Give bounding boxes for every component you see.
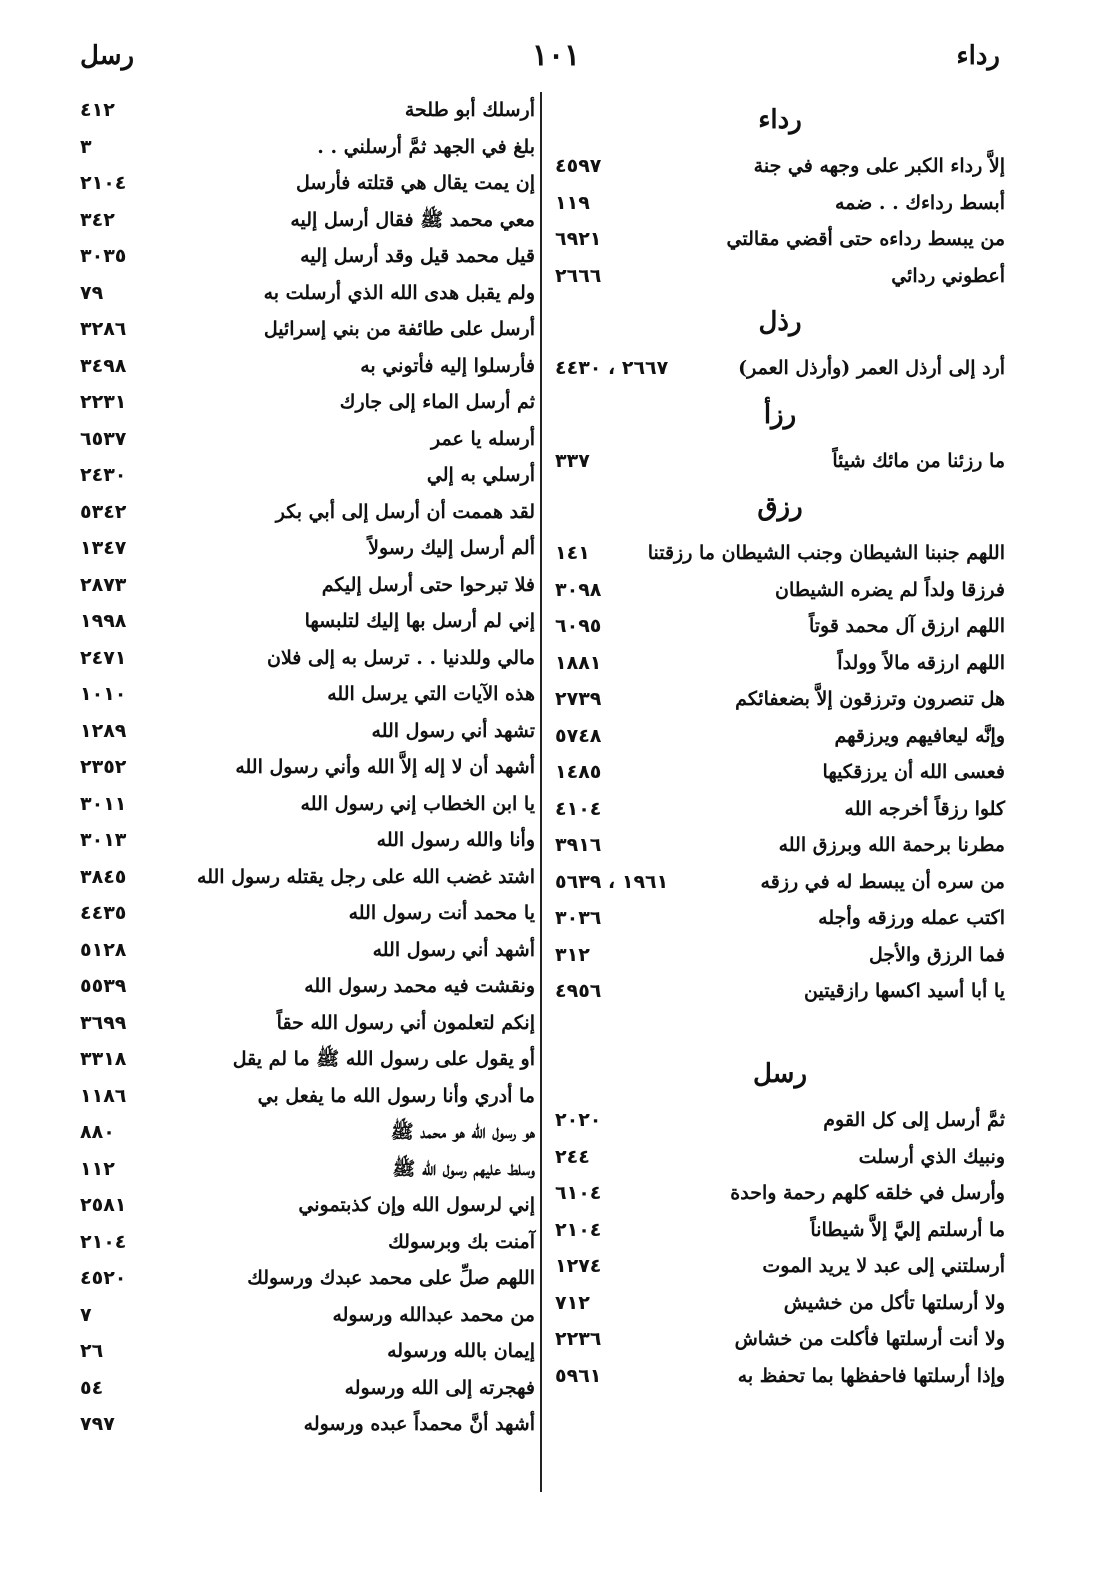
entry-text: أرسلك أبو طلحة <box>404 99 535 121</box>
hadith-reference-number: ٦٩٢١ <box>555 228 602 250</box>
hadith-reference-number: ٢٤٧١ <box>80 646 127 669</box>
index-entry <box>555 185 1005 222</box>
hadith-reference-number: ٣٢٨٦ <box>80 318 127 340</box>
index-entry <box>80 895 535 932</box>
entry-text: اكتب عمله ورزقه وأجله <box>818 907 1005 929</box>
entry-text: من يبسط رداءه حتى أقضي مقالتي <box>726 228 1005 250</box>
left-column <box>80 92 535 1443</box>
hadith-reference-number: ٢٤٤ <box>555 1145 590 1168</box>
index-entry <box>80 1260 535 1297</box>
entry-text: لقد هممت أن أرسل إلى أبي بكر <box>275 500 535 523</box>
entry-text: فعسى الله أن يرزقكيها <box>822 761 1005 783</box>
entry-text: هو رسول الله هو محمد ﷺ <box>390 1121 535 1143</box>
entry-text: فما الرزق والأجل <box>869 943 1005 966</box>
entry-text: فلا تبرحوا حتى أرسل إليكم <box>321 573 535 596</box>
index-entry <box>80 676 535 713</box>
hadith-reference-number: ٣٩١٦ <box>555 834 602 856</box>
entry-text: يا محمد أنت رسول الله <box>348 902 535 924</box>
entry-text: وأرسل في خلقه كلهم رحمة واحدة <box>730 1182 1005 1204</box>
index-entry <box>80 640 535 677</box>
hadith-reference-number: ٨٨٠ <box>80 1121 115 1143</box>
section-heading: رزق <box>757 492 803 522</box>
hadith-reference-number: ٧١٢ <box>555 1291 590 1314</box>
entry-text: ثمَّ أرسل إلى كل القوم <box>823 1109 1005 1131</box>
entry-text: أرسلتني إلى عبد لا يريد الموت <box>762 1255 1005 1277</box>
index-entry <box>80 1078 535 1115</box>
index-entry <box>80 202 535 239</box>
hadith-reference-number: ٣٣١٨ <box>80 1048 127 1070</box>
entry-text: أرسله يا عمر <box>431 427 535 450</box>
entry-text: وأنا والله رسول الله <box>376 829 535 851</box>
hadith-reference-number: ٣٤٩٨ <box>80 354 127 377</box>
index-entry <box>555 1139 1005 1176</box>
hadith-reference-number: ٣٤٢ <box>80 208 115 231</box>
index-entry <box>80 859 535 896</box>
hadith-reference-number: ٣٣٧ <box>555 449 590 472</box>
entry-text: ونبيك الذي أرسلت <box>858 1145 1005 1168</box>
entry-text: أعطوني ردائي <box>891 264 1005 287</box>
index-entry <box>80 1114 535 1151</box>
hadith-reference-number: ٢٦٦٦ <box>555 264 602 287</box>
index-entry <box>555 350 1005 387</box>
hadith-reference-number: ٥٤ <box>80 1376 104 1399</box>
index-entry <box>555 148 1005 185</box>
index-entry <box>555 535 1005 572</box>
hadith-reference-number: ٣٦٩٩ <box>80 1011 127 1034</box>
hadith-reference-number: ٢٣٥٢ <box>80 756 127 778</box>
entry-text: اللهم جنبنا الشيطان وجنب الشيطان ما رزقتنا <box>647 542 1005 564</box>
section-heading: رسل <box>752 1059 808 1089</box>
hadith-reference-number: ٦١٠٤ <box>555 1182 602 1204</box>
index-entry <box>555 221 1005 258</box>
hadith-reference-number: ١١٢ <box>80 1157 115 1180</box>
index-entry <box>80 494 535 531</box>
hadith-reference-number: ٢٢٣١ <box>80 391 127 413</box>
index-entry <box>555 754 1005 791</box>
index-entry <box>80 348 535 385</box>
hadith-reference-number: ٦٥٣٧ <box>80 427 127 450</box>
hadith-reference-number: ٢١٠٤ <box>80 172 127 194</box>
entry-text: فأرسلوا إليه فأتوني به <box>360 354 535 377</box>
index-entry <box>555 791 1005 828</box>
entry-text: ثم أرسل الماء إلى جارك <box>339 391 535 413</box>
hadith-reference-number: ٥٩٦١ <box>555 1364 602 1387</box>
entry-text: ولا أنت أرسلتها فأكلت من خشاش <box>734 1328 1005 1350</box>
index-entry <box>555 973 1005 1010</box>
index-entry <box>80 1333 535 1370</box>
hadith-reference-number: ٤٥٢٠ <box>80 1267 127 1289</box>
page-number: ١٠١ <box>531 38 581 73</box>
entry-text: أرسلي به إلي <box>426 464 535 486</box>
index-entry <box>80 1041 535 1078</box>
hadith-reference-number: ٢٥٨١ <box>80 1194 127 1216</box>
running-header-right: رداء <box>956 41 1000 71</box>
entry-text: إنكم لتعلمون أني رسول الله حقاً <box>276 1011 535 1034</box>
entry-text: كلوا رزقاً أخرجه الله <box>844 797 1005 820</box>
entry-text: يا ابن الخطاب إني رسول الله <box>300 792 535 815</box>
section-heading: رذل <box>758 307 802 337</box>
index-entry <box>555 645 1005 682</box>
index-entry <box>555 572 1005 609</box>
entry-text: اشتد غضب الله على رجل يقتله رسول الله <box>197 865 535 888</box>
entry-text: أو يقول على رسول الله ﷺ ما لم يقل <box>232 1048 535 1070</box>
index-entry <box>555 937 1005 974</box>
hadith-reference-number: ٣١٢ <box>555 943 590 966</box>
index-entry <box>80 968 535 1005</box>
entry-text: اللهم صلِّ على محمد عبدك ورسولك <box>247 1267 535 1289</box>
entry-text: تشهد أني رسول الله <box>371 719 535 742</box>
index-entry <box>80 1187 535 1224</box>
hadith-reference-number: ٤٩٥٦ <box>555 980 602 1002</box>
entry-text: فرزقا ولداً لم يضره الشيطان <box>774 578 1005 601</box>
entry-text: إني لرسول الله وإن كذبتموني <box>298 1194 535 1216</box>
index-entry <box>80 311 535 348</box>
index-entry <box>80 421 535 458</box>
entry-text: بلغ في الجهد ثمَّ أرسلني . . <box>317 135 535 158</box>
hadith-reference-number: ٢٨٧٣ <box>80 573 127 596</box>
entry-text: هل تنصرون وترزقون إلاَّ بضعفائكم <box>735 688 1005 710</box>
hadith-reference-number: ٤١٢ <box>80 99 115 121</box>
entry-text: يا أبا أسيد اكسها رازقيتين <box>804 980 1005 1002</box>
hadith-reference-number: ٥٧٤٨ <box>555 724 602 747</box>
index-entry <box>555 1285 1005 1322</box>
index-entry <box>555 1212 1005 1249</box>
index-entry <box>80 129 535 166</box>
entry-text: من محمد عبدالله ورسوله <box>332 1303 535 1326</box>
section-heading: رزأ <box>763 399 797 430</box>
entry-text: أرسل على طائفة من بني إسرائيل <box>263 318 535 340</box>
entry-text: اللهم ارزقه مالاً وولداً <box>837 651 1005 674</box>
index-entry <box>80 749 535 786</box>
index-entry <box>80 384 535 421</box>
index-entry <box>80 238 535 275</box>
hadith-reference-number: ٧٩ <box>80 281 104 304</box>
entry-text: إلاَّ رداء الكبر على وجهه في جنة <box>753 155 1005 177</box>
hadith-reference-number: ٦٠٩٥ <box>555 615 602 637</box>
hadith-reference-number: ١٩٦١ ، ٥٦٣٩ <box>555 870 669 893</box>
index-entry <box>80 1297 535 1334</box>
hadith-reference-number: ٢٦٦٧ ، ٤٤٣٠ <box>555 357 669 379</box>
hadith-reference-number: ١٤٨٥ <box>555 761 602 783</box>
hadith-reference-number: ١٩٩٨ <box>80 610 127 632</box>
entry-text: إن يمت يقال هي قتلته فأرسل <box>296 172 535 194</box>
hadith-reference-number: ٢١٠٤ <box>555 1218 602 1241</box>
entry-text: هذه الآيات التي يرسل الله <box>327 683 535 705</box>
hadith-reference-number: ٥٥٣٩ <box>80 975 127 997</box>
entry-text: قيل محمد قيل وقد أرسل إليه <box>300 245 535 267</box>
hadith-reference-number: ٣٠١٣ <box>80 829 127 851</box>
index-entry <box>80 822 535 859</box>
entry-text: ولا أرسلتها تأكل من خشيش <box>783 1291 1005 1314</box>
hadith-reference-number: ١٤١ <box>555 542 590 564</box>
index-entry <box>80 1151 535 1188</box>
index-entry <box>555 1321 1005 1358</box>
hadith-reference-number: ٢٠٢٠ <box>555 1109 602 1131</box>
hadith-reference-number: ٢١٠٤ <box>80 1230 127 1253</box>
index-entry <box>80 786 535 823</box>
entry-text: ما أدري وأنا رسول الله ما يفعل بي <box>257 1084 535 1107</box>
entry-text: وإنَّه ليعافيهم ويرزقهم <box>834 724 1005 747</box>
hadith-reference-number: ٣٠٣٦ <box>555 907 602 929</box>
entry-text: إيمان بالله ورسوله <box>387 1340 535 1362</box>
hadith-reference-number: ١٢٧٤ <box>555 1255 602 1277</box>
hadith-reference-number: ١٣٤٧ <box>80 537 127 559</box>
hadith-reference-number: ٢٦ <box>80 1340 104 1362</box>
index-entry <box>80 1370 535 1407</box>
index-entry <box>80 567 535 604</box>
hadith-reference-number: ٣٠١١ <box>80 792 127 815</box>
entry-text: أشهد أنَّ محمداً عبده ورسوله <box>303 1413 535 1435</box>
index-entry <box>555 718 1005 755</box>
entry-text: معي محمد ﷺ فقال أرسل إليه <box>290 208 535 231</box>
right-column <box>555 92 1005 1394</box>
index-entry <box>555 1358 1005 1395</box>
index-entry <box>555 827 1005 864</box>
hadith-reference-number: ٢٢٣٦ <box>555 1328 602 1350</box>
entry-text: إني لم أرسل بها إليك لتلبسها <box>304 610 535 632</box>
hadith-reference-number: ٢٤٣٠ <box>80 464 127 486</box>
entry-text: مالي وللدنيا . . ترسل به إلى فلان <box>267 646 535 669</box>
entry-text: أبسط رداءك . . ضمه <box>834 191 1005 214</box>
hadith-reference-number: ٣٨٤٥ <box>80 865 127 888</box>
blank-line <box>555 1010 1005 1047</box>
entry-text: مطرنا برحمة الله وبرزق الله <box>778 834 1005 856</box>
index-entry <box>555 1102 1005 1139</box>
index-entry <box>80 603 535 640</box>
index-entry <box>80 530 535 567</box>
index-entry <box>80 92 535 129</box>
index-entry <box>80 932 535 969</box>
hadith-reference-number: ١١٩ <box>555 191 590 214</box>
index-entry <box>555 443 1005 480</box>
entry-text: من سره أن يبسط له في رزقه <box>760 870 1005 893</box>
entry-text: وإذا أرسلتها فاحفظها بما تحفظ به <box>737 1364 1005 1387</box>
index-entry <box>80 1224 535 1261</box>
hadith-reference-number: ٤٤٣٥ <box>80 902 127 924</box>
index-entry <box>80 1005 535 1042</box>
section-heading: رداء <box>758 105 802 135</box>
hadith-reference-number: ٤١٠٤ <box>555 797 602 820</box>
entry-text: ألم أرسل إليك رسولاً <box>368 537 535 559</box>
entry-text: أشهد أني رسول الله <box>372 938 535 961</box>
index-entry <box>555 1175 1005 1212</box>
entry-text: آمنت بك وبرسولك <box>388 1230 535 1253</box>
hadith-reference-number: ٣٠٩٨ <box>555 578 602 601</box>
entry-text: فهجرته إلى الله ورسوله <box>344 1376 535 1399</box>
entry-text: ونقشت فيه محمد رسول الله <box>304 975 535 997</box>
index-entry <box>555 681 1005 718</box>
entry-text: ما رزئنا من مائك شيئاً <box>832 449 1005 472</box>
entry-text: ما أرسلتم إليَّ إلاَّ شيطاناً <box>810 1218 1005 1241</box>
index-entry <box>80 275 535 312</box>
column-divider <box>540 92 542 1492</box>
index-entry <box>80 1406 535 1443</box>
index-entry <box>555 608 1005 645</box>
hadith-reference-number: ٧٩٧ <box>80 1413 115 1435</box>
entry-text: أشهد أن لا إله إلاَّ الله وأني رسول الله <box>235 756 535 778</box>
hadith-reference-number: ١١٨٦ <box>80 1084 127 1107</box>
hadith-reference-number: ٣٠٣٥ <box>80 245 127 267</box>
hadith-reference-number: ٥١٢٨ <box>80 938 127 961</box>
hadith-reference-number: ١٢٨٩ <box>80 719 127 742</box>
index-entry <box>555 258 1005 295</box>
hadith-reference-number: ١٠١٠ <box>80 683 127 705</box>
hadith-reference-number: ٤٥٩٧ <box>555 155 602 177</box>
hadith-reference-number: ٢٧٣٩ <box>555 688 602 710</box>
entry-text: ولم يقبل هدى الله الذي أرسلت به <box>263 281 535 304</box>
index-entry <box>80 165 535 202</box>
running-header-left: رسل <box>80 41 135 71</box>
index-entry <box>555 1248 1005 1285</box>
index-entry <box>80 457 535 494</box>
index-entry <box>80 713 535 750</box>
hadith-reference-number: ٥٣٤٢ <box>80 500 127 523</box>
hadith-reference-number: ٧ <box>80 1303 92 1326</box>
hadith-reference-number: ١٨٨١ <box>555 651 602 674</box>
entry-text: أرد إلى أرذل العمر (وأرذل العمر) <box>738 357 1005 379</box>
index-entry <box>555 864 1005 901</box>
index-entry <box>555 900 1005 937</box>
entry-text: اللهم ارزق آل محمد قوتاً <box>808 615 1005 637</box>
entry-text: وسلط عليهم رسول الله ﷺ <box>392 1157 535 1180</box>
hadith-reference-number: ٣ <box>80 135 92 158</box>
